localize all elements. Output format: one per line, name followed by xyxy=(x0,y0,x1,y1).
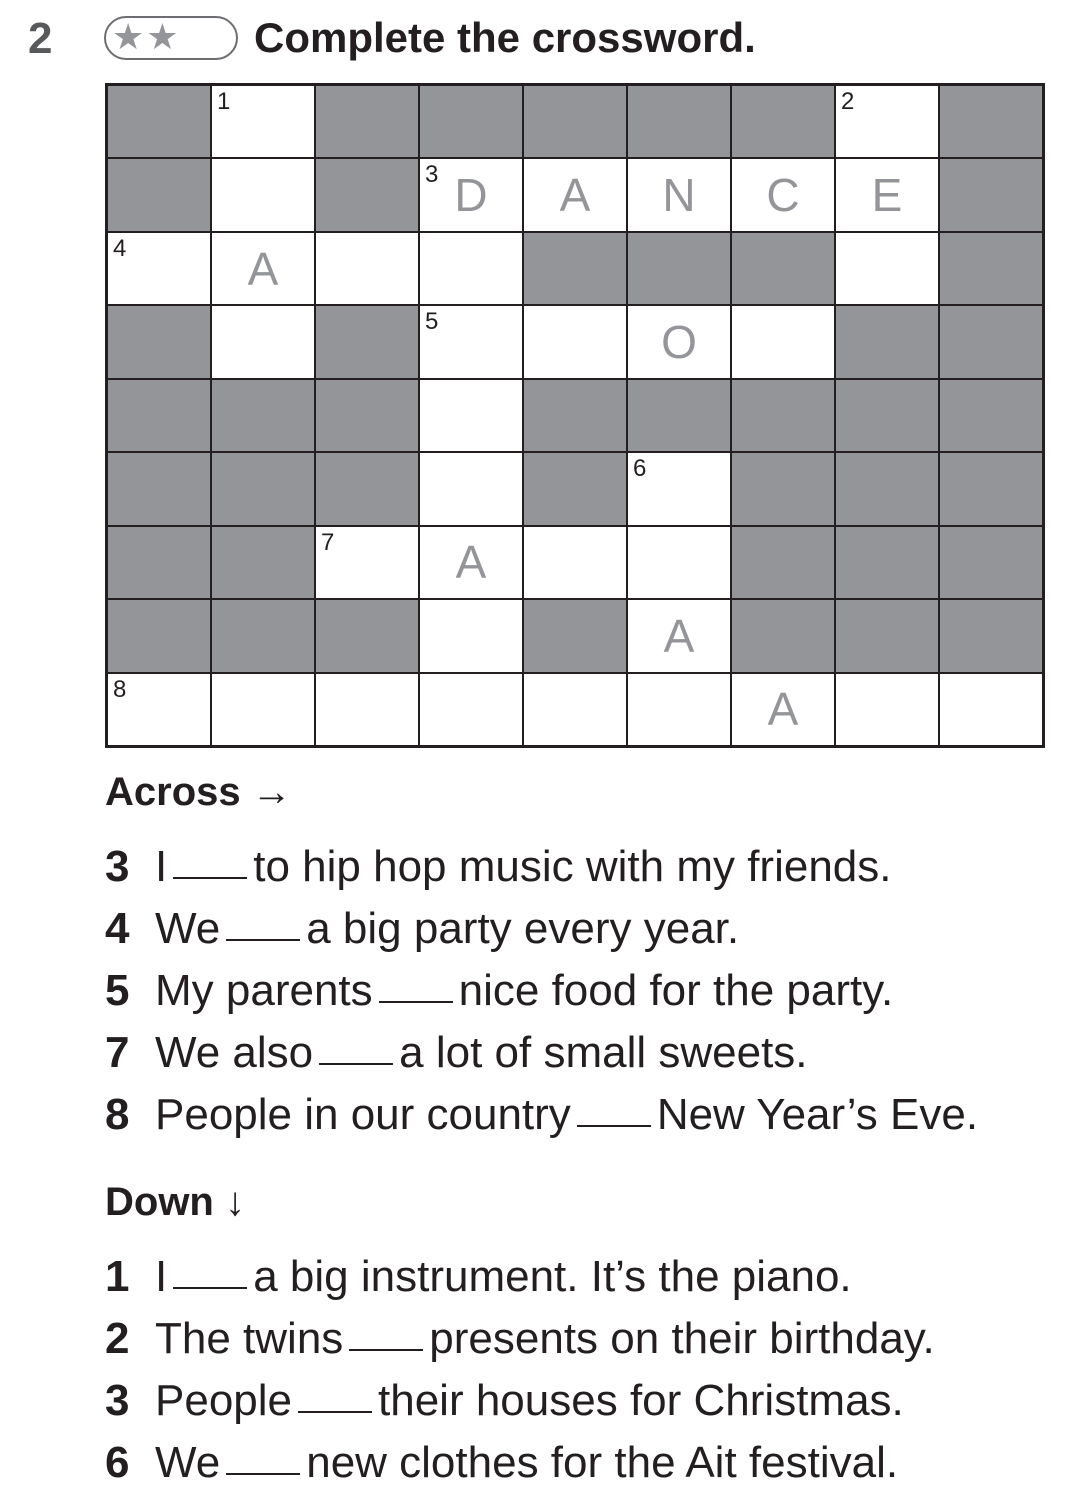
crossword-cell[interactable] xyxy=(212,674,314,745)
crossword-cell[interactable] xyxy=(420,527,522,598)
across-clue xyxy=(105,904,739,954)
given-letter: D xyxy=(454,169,488,222)
crossword-block-cell xyxy=(524,600,626,671)
crossword-block-cell xyxy=(212,380,314,451)
clue-number: 8 xyxy=(105,1090,130,1139)
clue-text-before: People xyxy=(155,1376,293,1425)
crossword-block-cell xyxy=(940,453,1042,524)
given-letter: C xyxy=(766,169,800,222)
crossword-block-cell xyxy=(316,306,418,377)
given-letter: A xyxy=(767,683,799,736)
clue-text-after: to hip hop music with my friends. xyxy=(253,842,892,891)
crossword-cell[interactable] xyxy=(108,233,210,304)
crossword-block-cell xyxy=(732,233,834,304)
answer-blank[interactable] xyxy=(577,1125,651,1127)
crossword-block-cell xyxy=(108,86,210,157)
clue-number: 2 xyxy=(841,88,855,115)
clue-text-after: nice food for the party. xyxy=(458,966,894,1015)
crossword-cell[interactable] xyxy=(836,159,938,230)
exercise-instruction: Complete the crossword. xyxy=(254,14,756,61)
across-clue xyxy=(105,966,893,1016)
crossword-block-cell xyxy=(420,86,522,157)
clue-number: 4 xyxy=(113,234,127,262)
crossword-block-cell xyxy=(732,86,834,157)
clue-text-after: a big party every year. xyxy=(306,904,740,953)
crossword-cell[interactable] xyxy=(836,674,938,745)
crossword-cell[interactable] xyxy=(524,527,626,598)
given-letter: A xyxy=(247,242,279,295)
clue-number: 5 xyxy=(105,966,130,1015)
crossword-block-cell xyxy=(628,233,730,304)
crossword-block-cell xyxy=(732,380,834,451)
down-clue xyxy=(105,1376,904,1426)
crossword-cell[interactable] xyxy=(628,674,730,745)
crossword-cell[interactable] xyxy=(732,159,834,230)
clue-text-before: People in our country xyxy=(155,1090,571,1139)
crossword-block-cell xyxy=(316,380,418,451)
crossword-cell[interactable] xyxy=(420,159,522,230)
crossword-block-cell xyxy=(732,453,834,524)
crossword-block-cell xyxy=(940,380,1042,451)
clue-number: 1 xyxy=(217,88,231,115)
crossword-block-cell xyxy=(628,86,730,157)
crossword-block-cell xyxy=(108,527,210,598)
crossword-block-cell xyxy=(940,159,1042,230)
crossword-block-cell xyxy=(316,159,418,230)
clue-text-before: The twins xyxy=(155,1314,344,1363)
down-clue xyxy=(105,1314,935,1364)
crossword-block-cell xyxy=(316,600,418,671)
crossword-block-cell xyxy=(316,86,418,157)
given-letter: E xyxy=(871,169,903,222)
crossword-block-cell xyxy=(316,453,418,524)
crossword-block-cell xyxy=(940,600,1042,671)
crossword-block-cell xyxy=(212,600,314,671)
crossword-cell[interactable] xyxy=(628,453,730,524)
crossword-cell[interactable] xyxy=(420,233,522,304)
given-letter: N xyxy=(662,169,696,222)
crossword-block-cell xyxy=(836,453,938,524)
clue-text-before: I xyxy=(155,842,168,891)
crossword-cell[interactable] xyxy=(524,674,626,745)
crossword-cell[interactable] xyxy=(524,306,626,377)
crossword-block-cell xyxy=(108,306,210,377)
answer-blank[interactable] xyxy=(226,939,300,941)
answer-blank[interactable] xyxy=(226,1473,300,1475)
crossword-block-cell xyxy=(836,380,938,451)
crossword-block-cell xyxy=(836,527,938,598)
answer-blank[interactable] xyxy=(319,1063,393,1065)
crossword-block-cell xyxy=(940,306,1042,377)
crossword-cell[interactable] xyxy=(628,159,730,230)
crossword-cell[interactable] xyxy=(108,674,210,745)
crossword-block-cell xyxy=(212,527,314,598)
down-clue xyxy=(105,1252,852,1302)
crossword-block-cell xyxy=(108,600,210,671)
answer-blank[interactable] xyxy=(173,1287,247,1289)
clue-text-before: We xyxy=(155,1438,221,1487)
crossword-cell[interactable] xyxy=(420,453,522,524)
crossword-cell[interactable] xyxy=(940,674,1042,745)
across-clue xyxy=(105,1028,808,1078)
crossword-block-cell xyxy=(940,527,1042,598)
clue-number: 8 xyxy=(113,675,127,703)
crossword-block-cell xyxy=(940,86,1042,157)
crossword-cell[interactable] xyxy=(524,159,626,230)
clue-text-before: We also xyxy=(155,1028,314,1077)
crossword-cell[interactable] xyxy=(212,233,314,304)
clue-number: 4 xyxy=(105,904,130,953)
across-title: Across → xyxy=(105,770,292,814)
clue-number: 7 xyxy=(321,528,335,556)
crossword-block-cell xyxy=(524,453,626,524)
clue-number: 3 xyxy=(425,161,439,189)
down-clue xyxy=(105,1438,898,1488)
clue-number: 1 xyxy=(105,1252,130,1301)
crossword-cell[interactable] xyxy=(316,233,418,304)
given-letter: A xyxy=(455,536,487,589)
clue-number: 2 xyxy=(105,1314,130,1363)
clue-number: 7 xyxy=(105,1028,130,1077)
clue-number: 3 xyxy=(105,1376,130,1425)
clue-text-after: New Year’s Eve. xyxy=(656,1090,979,1139)
clue-text-after: presents on their birthday. xyxy=(429,1314,935,1363)
crossword-block-cell xyxy=(212,453,314,524)
down-title: Down ↓ xyxy=(105,1180,245,1224)
answer-blank[interactable] xyxy=(379,1001,453,1003)
across-clue xyxy=(105,1090,978,1140)
given-letter: O xyxy=(661,316,697,369)
crossword-cell[interactable] xyxy=(212,306,314,377)
crossword-block-cell xyxy=(836,306,938,377)
answer-blank[interactable] xyxy=(173,877,247,879)
crossword-cell[interactable] xyxy=(732,306,834,377)
crossword-cell[interactable] xyxy=(212,159,314,230)
crossword-block-cell xyxy=(108,380,210,451)
answer-blank[interactable] xyxy=(298,1411,372,1413)
clue-number: 5 xyxy=(425,308,439,336)
given-letter: A xyxy=(663,609,695,662)
crossword-grid xyxy=(105,83,1045,748)
crossword-block-cell xyxy=(524,86,626,157)
crossword-block-cell xyxy=(108,453,210,524)
crossword-cell[interactable] xyxy=(732,674,834,745)
crossword-cell[interactable] xyxy=(628,527,730,598)
crossword-cell[interactable] xyxy=(212,86,314,157)
crossword-block-cell xyxy=(836,600,938,671)
clue-number: 3 xyxy=(105,842,130,891)
crossword-block-cell xyxy=(628,380,730,451)
clue-text-before: I xyxy=(155,1252,168,1301)
crossword-cell[interactable] xyxy=(628,600,730,671)
crossword-cell[interactable] xyxy=(836,233,938,304)
crossword-block-cell xyxy=(524,380,626,451)
clue-number: 6 xyxy=(105,1438,130,1487)
clue-number: 6 xyxy=(633,455,647,483)
difficulty-stars: ★★ xyxy=(104,16,238,60)
crossword-cell[interactable] xyxy=(316,527,418,598)
clue-text-before: My parents xyxy=(155,966,373,1015)
clue-text-after: their houses for Christmas. xyxy=(378,1376,904,1425)
crossword-cell[interactable] xyxy=(420,380,522,451)
crossword-cell[interactable] xyxy=(628,306,730,377)
crossword-cell[interactable] xyxy=(420,306,522,377)
crossword-block-cell xyxy=(732,527,834,598)
answer-blank[interactable] xyxy=(349,1349,423,1351)
clue-text-before: We xyxy=(155,904,221,953)
crossword-block-cell xyxy=(108,159,210,230)
crossword-cell[interactable] xyxy=(316,674,418,745)
crossword-cell[interactable] xyxy=(420,674,522,745)
crossword-cell[interactable] xyxy=(836,86,938,157)
crossword-cell[interactable] xyxy=(420,600,522,671)
crossword-block-cell xyxy=(732,600,834,671)
clue-text-after: new clothes for the Ait festival. xyxy=(306,1438,899,1487)
given-letter: A xyxy=(559,169,591,222)
crossword-block-cell xyxy=(940,233,1042,304)
exercise-number: 2 xyxy=(28,14,53,63)
clue-text-after: a big instrument. It’s the piano. xyxy=(253,1252,852,1301)
clue-text-after: a lot of small sweets. xyxy=(399,1028,808,1077)
across-clue xyxy=(105,842,892,892)
crossword-block-cell xyxy=(524,233,626,304)
